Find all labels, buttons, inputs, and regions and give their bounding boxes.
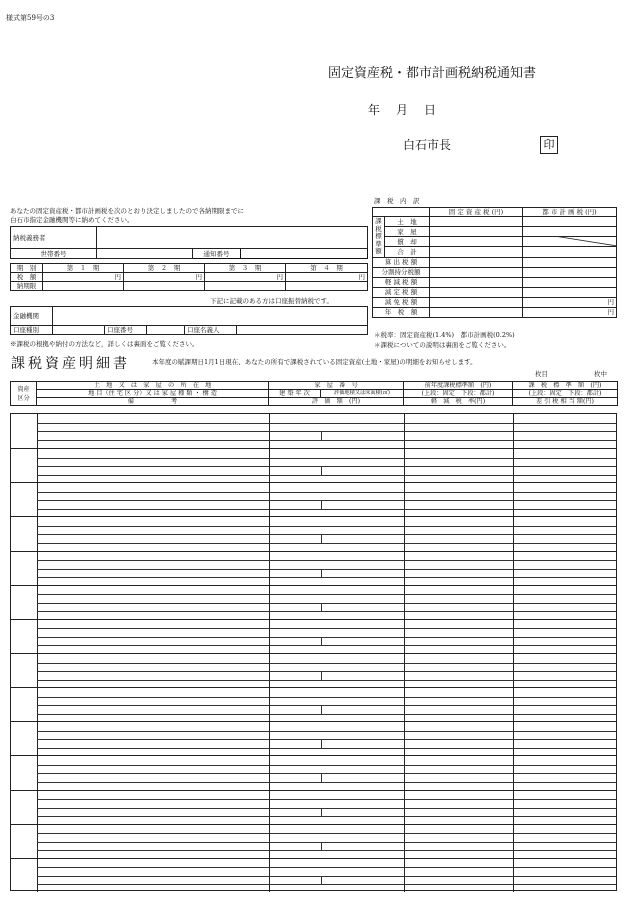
detail-row	[11, 448, 616, 482]
intro-line-2: 白石市指定金融機関等に納めてください。	[10, 216, 134, 224]
household-value	[97, 249, 193, 259]
detail-row	[11, 790, 616, 824]
detail-header	[10, 381, 618, 406]
installment-table	[10, 263, 368, 291]
detail-row	[11, 858, 616, 892]
row-shared-tax: 分割持分税額	[373, 267, 430, 277]
date-line: 年 月 日	[368, 103, 439, 117]
col-city-planning: 都 市 計 画 税 (円)	[523, 208, 617, 217]
detail-row	[11, 551, 616, 585]
row-computed-tax: 算 出 税 額	[373, 257, 430, 267]
notice-value	[241, 249, 368, 259]
remarks-header: 備 考	[37, 398, 269, 406]
detail-row	[11, 516, 616, 550]
row-house: 家 屋	[385, 227, 430, 237]
period-1: 第 １ 期	[43, 264, 124, 273]
diagonal-strike	[523, 237, 617, 247]
row-exempt-tax: 減 免 税 額	[373, 297, 430, 307]
col-fixed-asset: 固 定 資 産 税 (円)	[430, 208, 523, 217]
detail-row	[11, 824, 616, 858]
page-of: 枚目	[535, 370, 548, 378]
tax-standard-side-label: 課税標準額	[373, 217, 385, 258]
reduction-rate-header: 軽 減 税 率(円)	[404, 398, 513, 406]
land-category-header: 地 目（住 宅 区 分）又 は 家 屋 種 類 ・ 構 造	[37, 390, 269, 398]
row-total: 合 計	[385, 247, 430, 257]
amount-4: 円	[286, 273, 368, 282]
period-label: 期 別	[11, 264, 43, 273]
detail-body	[10, 413, 617, 891]
household-label: 世帯番号	[11, 249, 97, 259]
prev-standard-header: 前年度課税標準額 (円)	[404, 382, 513, 390]
row-annual-tax: 年 税 額	[373, 307, 430, 317]
detail-note: 本年度の賦課期日1月1日現在、あなたの所有で課税されている固定資産(土地・家屋)の明細をお知らせします。	[152, 358, 477, 366]
intro-line-1: あなたの固定資産税・都市計画税を次のとおり決定しましたので各納期限までに	[10, 207, 244, 215]
asset-class-header: 資産区分	[11, 382, 37, 406]
house-number-header: 家 屋 番 号	[269, 382, 404, 390]
amount-label: 税 額	[11, 273, 43, 282]
page-total: 枚中	[594, 370, 607, 378]
prev-sub-header: (上段：固定 下段：都計)	[404, 390, 513, 398]
assessed-value-header: 評 価 額 (円)	[269, 398, 404, 406]
notice-title: 固定資産税・都市計画税納税通知書	[328, 66, 537, 81]
detail-row	[11, 619, 616, 653]
period-4: 第 ４ 期	[286, 264, 368, 273]
period-3: 第 ３ 期	[205, 264, 286, 273]
form-number: 様式第59号の3	[6, 14, 55, 22]
detail-row	[11, 721, 616, 755]
exempt-yen: 円	[523, 297, 617, 307]
issuer-name: 白石市長	[403, 138, 452, 152]
area-header: 評価地積又は床面積(㎡)	[321, 390, 404, 398]
notice-label: 通知番号	[193, 249, 241, 259]
bank-institution-label: 金融機関	[11, 307, 53, 326]
amount-2: 円	[124, 273, 205, 282]
amount-1: 円	[43, 273, 124, 282]
built-year-header: 建 築 年 次	[269, 390, 321, 398]
breakdown-table	[372, 207, 617, 318]
bank-transfer-note: 下記に記載のある方は口座振替納税です。	[210, 297, 333, 305]
tax-standard-header: 課 税 標 準 額 (円)	[513, 382, 618, 390]
period-2: 第 ２ 期	[124, 264, 205, 273]
account-holder-label: 口座名義人	[185, 326, 237, 335]
detail-row	[11, 585, 616, 619]
breakdown-title: 課 税 内 訳	[374, 197, 420, 205]
taxpayer-label: 納税義務者	[11, 227, 97, 249]
row-land: 土 地	[385, 217, 430, 227]
tax-rate-note: ＊税率：固定資産税(1.4%) 都市計画税(0.2%)	[374, 331, 515, 339]
detail-row	[11, 687, 616, 721]
reverse-note: ＊課税についての説明は裏面をご覧ください。	[374, 341, 511, 349]
due-label: 納期限	[11, 282, 43, 291]
detail-row	[11, 414, 616, 448]
annual-yen: 円	[523, 307, 617, 317]
taxpayer-value	[97, 227, 368, 249]
row-reduced-tax: 軽 減 税 額	[373, 277, 430, 287]
row-depreciable: 償 却	[385, 237, 430, 247]
detail-row	[11, 482, 616, 516]
deduction-header: 差 引 税 相 当 額(円)	[513, 398, 618, 406]
detail-title: 課税資産明細書	[11, 356, 130, 372]
account-number-label: 口座番号	[105, 326, 147, 335]
seal-stamp: 印	[540, 136, 558, 154]
location-header: 土 地 又 は 家 屋 の 所 在 地	[37, 382, 269, 390]
left-note: ※課税の根拠や納付の方法など，詳しくは裏面をご覧ください。	[10, 340, 199, 348]
tax-sub-header: (上段：固定 下段：都計)	[513, 390, 618, 398]
bank-table	[10, 306, 368, 335]
amount-3: 円	[205, 273, 286, 282]
detail-row	[11, 653, 616, 687]
detail-row	[11, 755, 616, 789]
payment-table	[10, 226, 368, 259]
row-fixed-tax: 減 定 税 額	[373, 287, 430, 297]
account-type-label: 口座種別	[11, 326, 53, 335]
